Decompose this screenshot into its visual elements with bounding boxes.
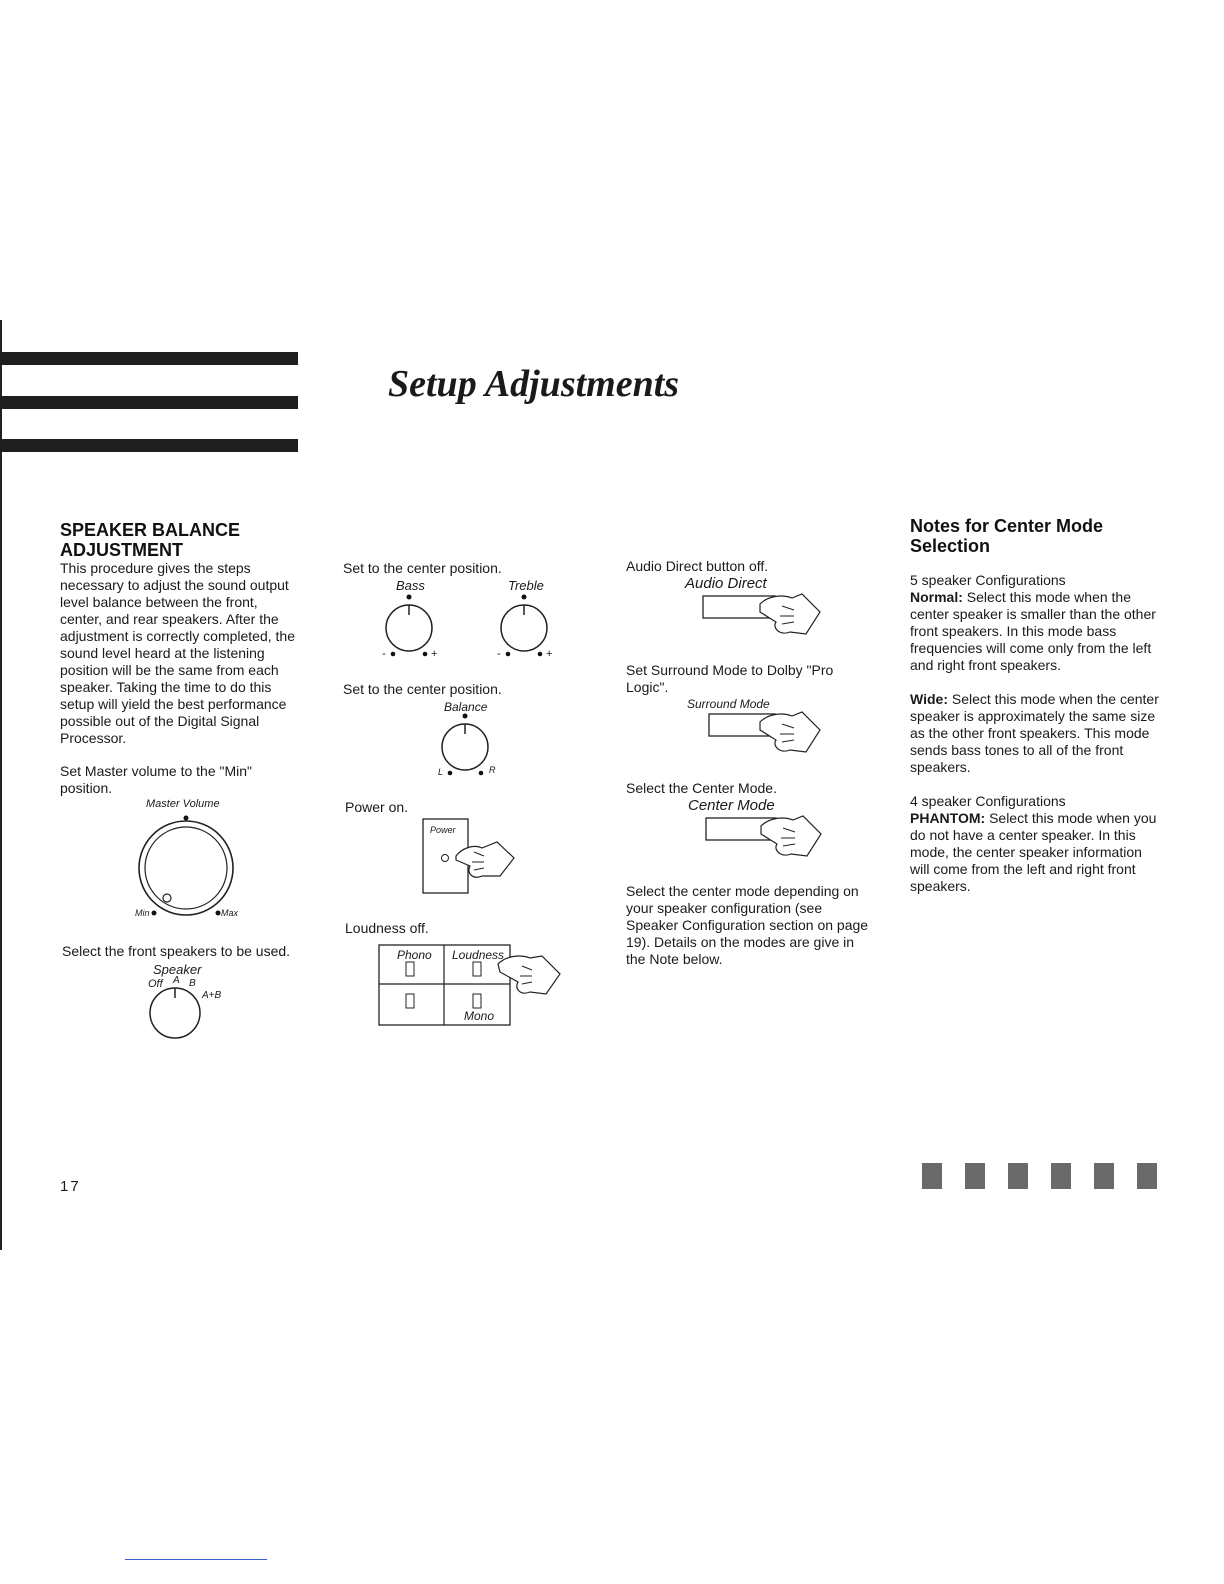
wide-mode-note <box>910 691 1160 776</box>
power-label: Power <box>430 825 456 835</box>
step-balance: Set to the center position. <box>343 681 502 697</box>
step-power: Power on. <box>345 799 409 815</box>
treble-minus: - <box>497 648 501 660</box>
wide-term: Wide: <box>910 691 948 707</box>
four-speaker-heading: 4 speaker Configurations <box>910 793 1066 809</box>
master-max-label: Max <box>221 908 239 918</box>
footer-square-3 <box>1008 1163 1028 1189</box>
audio-direct-button-illustration <box>702 590 822 640</box>
header-bar-3 <box>0 439 298 452</box>
bass-plus: + <box>431 648 438 660</box>
page-edge-line <box>0 320 2 1250</box>
master-volume-label: Master Volume <box>146 798 220 810</box>
phantom-text: Select this mode when you do not have a center speaker. In this mode, the center speaker information will come from the left and right front speakers. <box>910 810 1157 894</box>
bass-label: Bass <box>396 578 425 593</box>
header-bar-2 <box>0 396 298 409</box>
step-center-detail: Select the center mode depending on your speaker configuration (see Speaker Configuration section on page 19). Details on the modes are give in the Note below. <box>626 883 869 967</box>
master-min-label: Min <box>135 908 150 918</box>
notes-heading <box>910 516 1160 556</box>
step-select-speakers: Select the front speakers to be used. <box>62 943 291 959</box>
audio-direct-label: Audio Direct <box>685 575 767 592</box>
intro-paragraph: This procedure gives the steps necessary to adjust the sound output level balance between the front, center, and rear speakers. After the adjustment is correctly completed, the sound level heard at the listening position will be the same from each speaker. Taking the time to do this setup will yield the best performance possible out of the Digital Signal Processor. <box>60 560 295 746</box>
phantom-mode-note <box>910 810 1160 895</box>
normal-text: Select this mode when the center speaker is smaller than the other front speakers. In this mode bass frequencies will come only from the left and right front speakers. <box>910 589 1156 673</box>
phono-label: Phono <box>397 948 432 962</box>
notes-body <box>910 572 1160 895</box>
page-number: 17 <box>60 1178 81 1195</box>
step-center-mode: Select the Center Mode. <box>626 780 777 796</box>
footer-square-4 <box>1051 1163 1071 1189</box>
notes-heading-line-2: Selection <box>910 536 991 556</box>
speaker-selector-knob <box>148 984 208 1042</box>
speaker-label: Speaker <box>153 962 202 977</box>
bass-minus: - <box>382 648 386 660</box>
footer-square-2 <box>965 1163 985 1189</box>
notes-heading-line-1: Notes for Center Mode <box>910 516 1104 536</box>
surround-mode-label: Surround Mode <box>687 697 770 711</box>
speaker-b-label: B <box>189 978 196 989</box>
treble-label: Treble <box>508 578 544 593</box>
loudness-label: Loudness <box>452 948 505 962</box>
five-speaker-heading: 5 speaker Configurations <box>910 572 1066 588</box>
treble-plus: + <box>546 648 553 660</box>
step-loudness: Loudness off. <box>345 920 429 936</box>
normal-term: Normal: <box>910 589 963 605</box>
wide-text: Select this mode when the center speaker is approximately the same size as the other front speakers. This mode sends bass tones to all of the front speakers. <box>910 691 1159 775</box>
mono-label: Mono <box>464 1009 495 1023</box>
normal-mode-note <box>910 589 1160 674</box>
footer-square-1 <box>922 1163 942 1189</box>
header-bar-1 <box>0 352 298 365</box>
step-surround-mode: Set Surround Mode to Dolby "Pro Logic". <box>626 662 834 695</box>
heading-line-2: ADJUSTMENT <box>60 540 184 560</box>
phantom-term: PHANTOM: <box>910 810 986 826</box>
center-mode-button-illustration <box>705 812 823 862</box>
step-master-volume: Set Master volume to the "Min" position. <box>60 763 253 796</box>
balance-r-label: R <box>489 765 496 775</box>
balance-label: Balance <box>444 700 488 714</box>
bottom-rule <box>125 1559 267 1560</box>
speaker-off-label: Off <box>148 978 163 990</box>
speaker-a-label: A <box>173 975 180 986</box>
section-heading <box>60 520 300 560</box>
footer-square-6 <box>1137 1163 1157 1189</box>
surround-mode-button-illustration <box>708 710 822 760</box>
heading-line-1: SPEAKER BALANCE <box>60 520 241 540</box>
step-audio-direct: Audio Direct button off. <box>626 558 769 574</box>
footer-square-5 <box>1094 1163 1114 1189</box>
balance-l-label: L <box>438 767 444 777</box>
center-mode-label: Center Mode <box>688 797 775 814</box>
page-title: Setup Adjustments <box>388 363 680 405</box>
step-bass-treble: Set to the center position. <box>343 560 502 576</box>
speaker-ab-label: A+B <box>202 990 222 1001</box>
